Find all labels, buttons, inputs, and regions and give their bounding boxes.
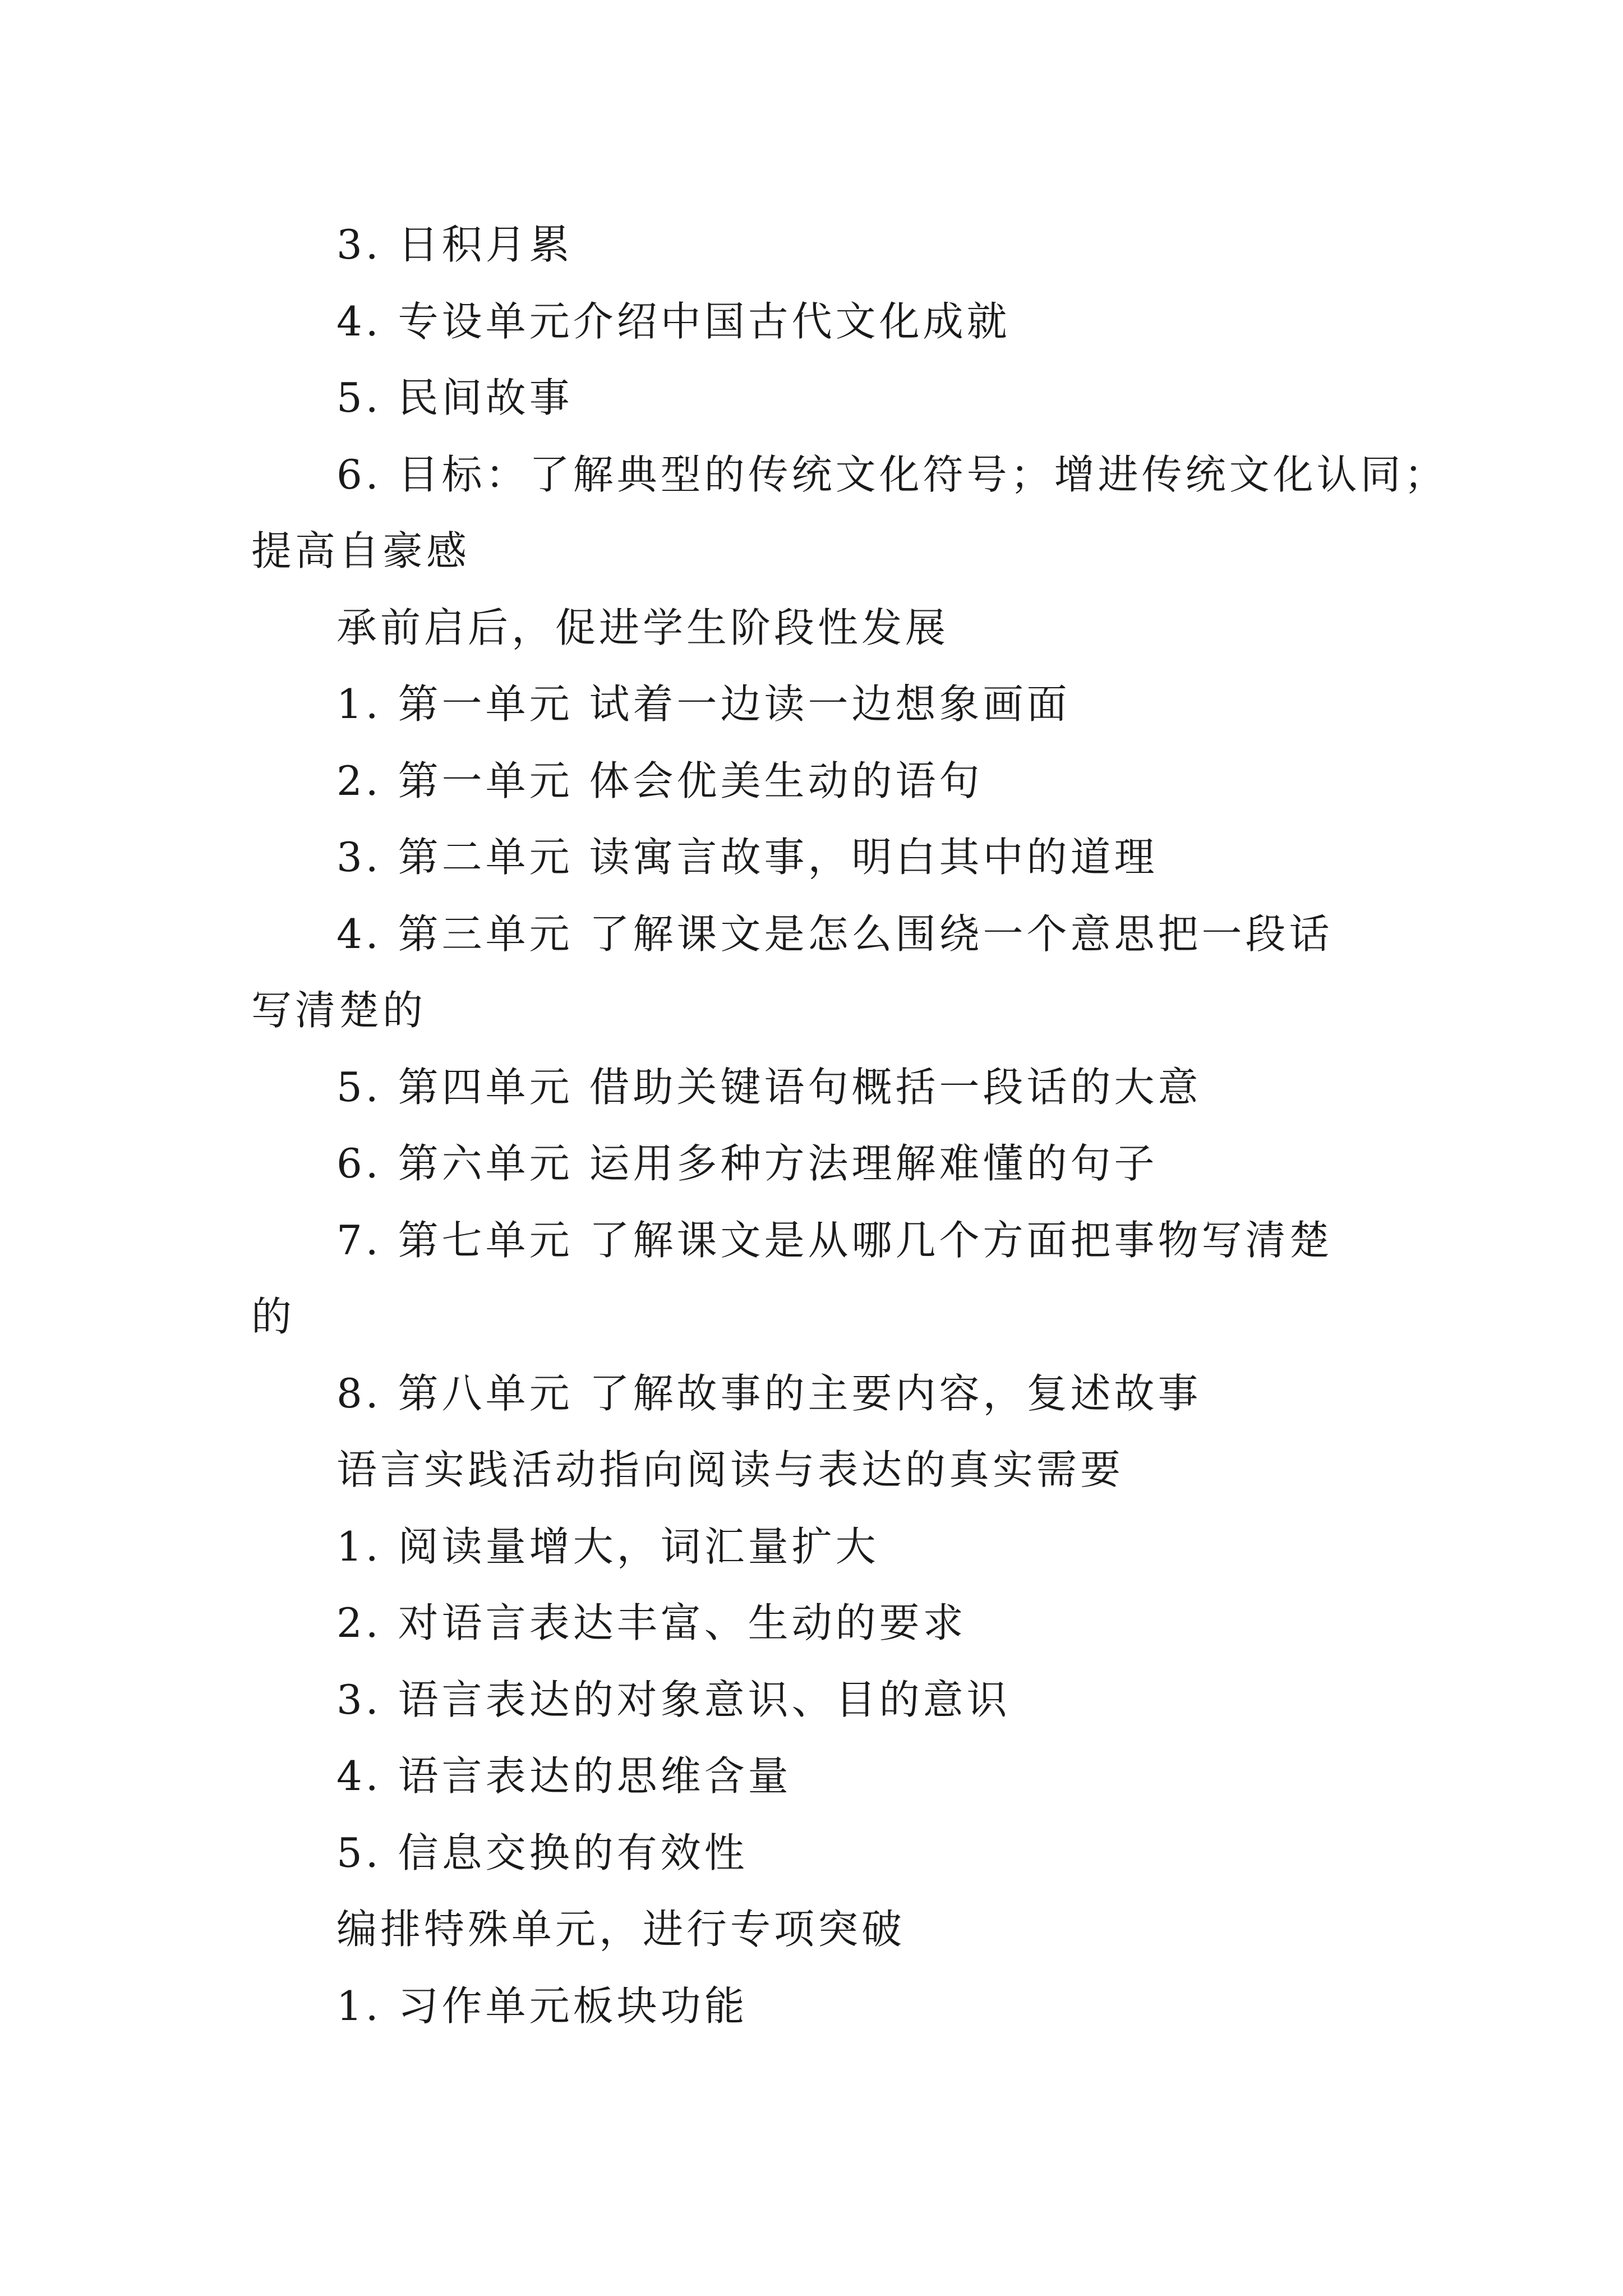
text-line-continuation: 写清楚的 [251,987,427,1034]
text-line: 4. 第三单元 了解课文是怎么围绕一个意思把一段话 [336,910,1333,958]
text-line: 1. 阅读量增大，词汇量扩大 [336,1522,879,1570]
text-line: 4. 专设单元介绍中国古代文化成就 [336,297,1011,345]
text-line: 5. 民间故事 [336,374,573,421]
text-line-continuation: 提高自豪感 [251,527,471,574]
section-heading: 语言实践活动指向阅读与表达的真实需要 [336,1446,1124,1493]
text-line: 5. 信息交换的有效性 [336,1829,748,1876]
text-line: 3. 第二单元 读寓言故事，明白其中的道理 [336,834,1158,881]
text-line: 1. 习作单元板块功能 [336,1982,748,2030]
text-line: 3. 日积月累 [336,221,573,268]
text-line: 3. 语言表达的对象意识、目的意识 [336,1676,1011,1723]
text-line: 2. 第一单元 体会优美生动的语句 [336,757,983,804]
text-line: 6. 目标：了解典型的传统文化符号；增进传统文化认同； [336,450,1448,498]
text-line: 5. 第四单元 借助关键语句概括一段话的大意 [336,1063,1202,1111]
section-heading: 编排特殊单元，进行专项突破 [336,1906,906,1953]
text-line: 2. 对语言表达丰富、生动的要求 [336,1599,967,1646]
text-line: 7. 第七单元 了解课文是从哪几个方面把事物写清楚 [336,1216,1333,1264]
document-body [251,206,1448,2044]
section-heading: 承前启后，促进学生阶段性发展 [336,604,949,651]
text-line: 1. 第一单元 试着一边读一边想象画面 [336,680,1071,728]
text-line: 6. 第六单元 运用多种方法理解难懂的句子 [336,1140,1158,1187]
text-line-continuation: 的 [251,1293,296,1340]
text-line: 8. 第八单元 了解故事的主要内容，复述故事 [336,1369,1202,1417]
text-line: 4. 语言表达的思维含量 [336,1752,792,1800]
